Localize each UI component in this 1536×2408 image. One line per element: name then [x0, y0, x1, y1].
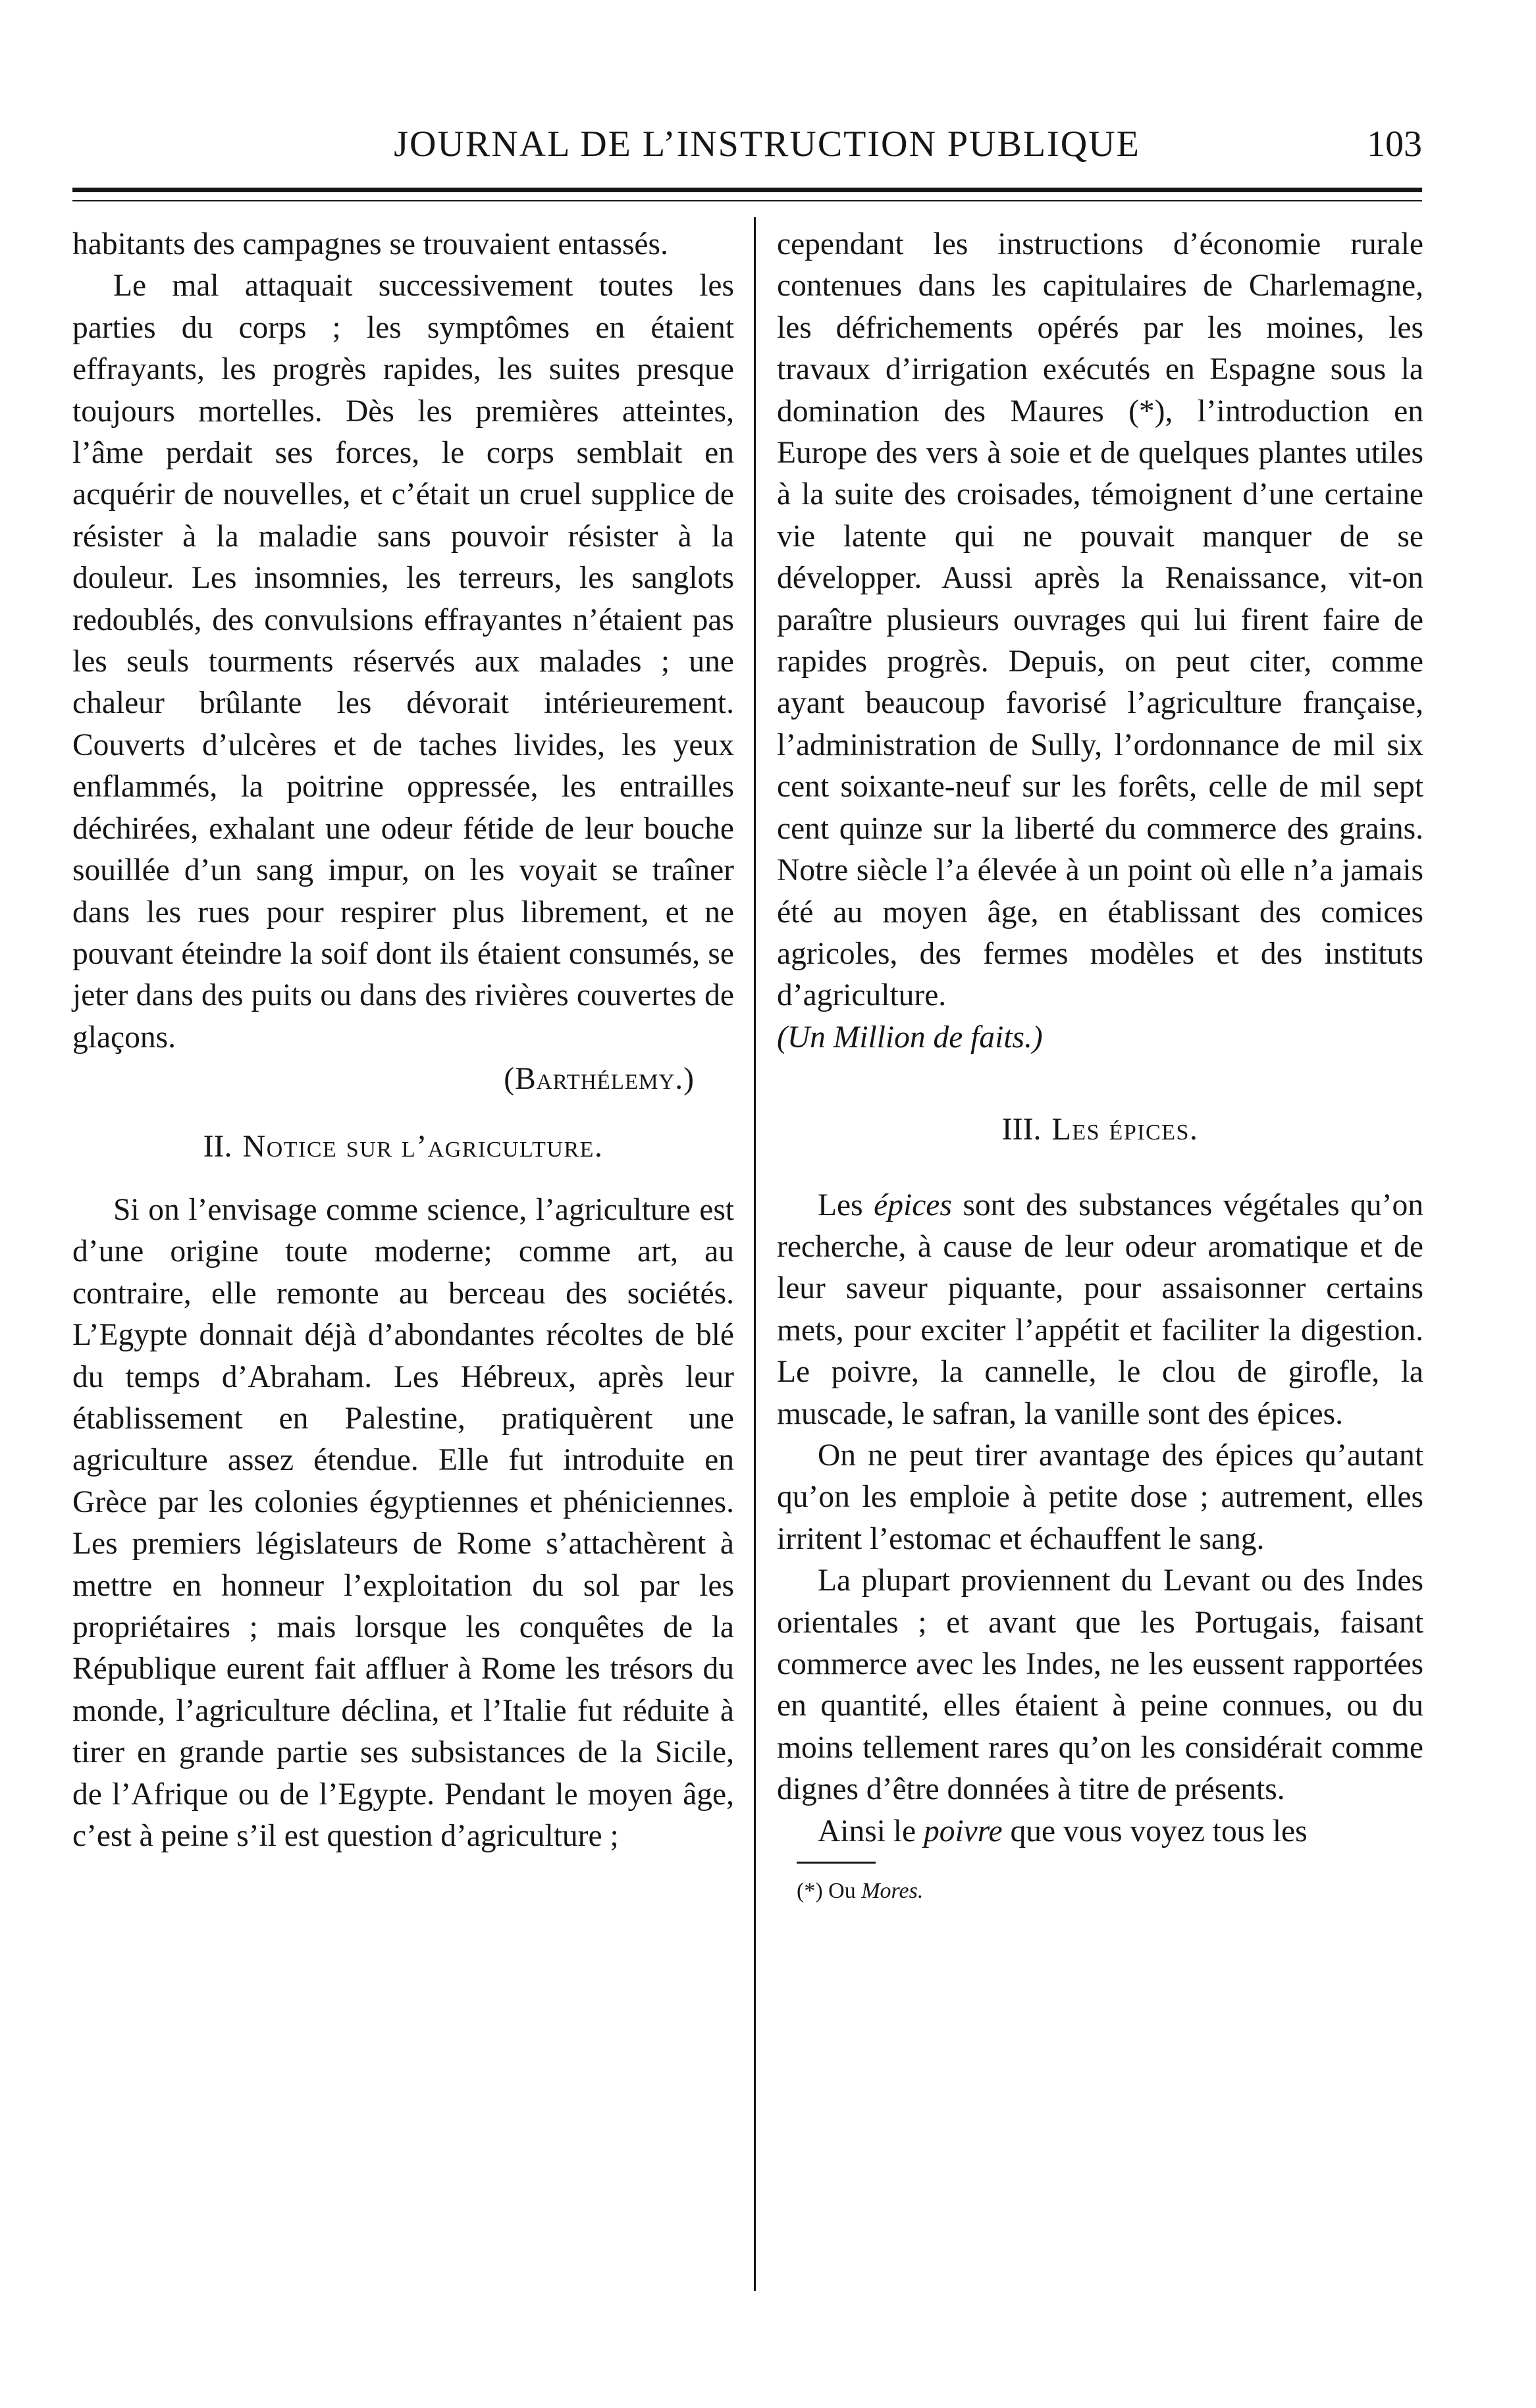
running-title: JOURNAL DE L’INSTRUCTION PUBLIQUE: [394, 124, 1140, 165]
emphasis: Mores.: [861, 1879, 924, 1904]
column-divider: [754, 217, 756, 2291]
text-run: Ainsi le: [818, 1814, 924, 1848]
footnote-mark: (*) Ou: [797, 1879, 862, 1904]
emphasis: poivre: [923, 1814, 1003, 1848]
section-title: Les épices.: [1051, 1112, 1199, 1147]
page-header: [72, 115, 1422, 174]
section-number: III.: [1001, 1112, 1042, 1147]
paragraph: Le mal attaquait successivement toutes les parties du corps ; les symptômes en étaient effrayants, les progrès rapides, les suites presque toujours mortelles. Dès les premières atteintes, l’âme perdait ses forces, le corps semblait en acquérir de nouvelles, et c’était un cruel supplice de résister à la maladie sans pouvoir résister à la douleur. Les insomnies, les terreurs, les sanglots redoublés, des convulsions effrayantes n’étaient pas les seuls tourments réservés aux malades ; une chaleur brûlante les dévorait intérieurement. Couverts d’ulcères et de taches livides, les yeux enflammés, la poitrine oppressée, les entrailles déchirées, exhalant une odeur fétide de leur bouche souillée d’un sang impur, on les voyait se traîner dans les rues pour respirer plus librement, et ne pouvant éteindre la soif dont ils étaient consumés, se jeter dans des puits ou dans des rivières couvertes de glaçons.: [72, 269, 734, 1055]
section-heading-agriculture: [72, 1126, 734, 1167]
header-rule-thick: [72, 188, 1422, 192]
header-rule-thin: [72, 200, 1422, 201]
footnote: [777, 1875, 1423, 1907]
paragraph: On ne peut tirer avantage des épices qu’autant qu’on les emploie à petite dose ; autrement, elles irritent l’estomac et échauffent le sang.: [777, 1438, 1423, 1556]
emphasis: épices: [874, 1188, 952, 1222]
left-column: [72, 224, 734, 1857]
text-run: que vous voyez tous les: [1002, 1814, 1308, 1848]
paragraph: [777, 1811, 1423, 1852]
page-number: 103: [1367, 124, 1422, 165]
attribution: (Barthélemy.): [504, 1062, 695, 1097]
paragraph: Si on l’envisage comme science, l’agriculture est d’une origine toute moderne; comme art, au contraire, elle remonte au berceau des sociétés. L’Egypte donnait déjà d’abondantes récoltes de blé du temps d’Abraham. Les Hébreux, après leur établissement en Palestine, pratiquèrent une agriculture assez étendue. Elle fut introduite en Grèce par les colonies égyptiennes et phéniciennes. Les premiers législateurs de Rome s’attachèrent à mettre en honneur l’exploitation du sol par les propriétaires ; mais lorsque les conquêtes de la République eurent fait affluer à Rome les trésors du monde, l’agriculture déclina, et l’Italie fut réduite à tirer en grande partie ses subsistances de la Sicile, de l’Afrique ou de l’Egypte. Pendant le moyen âge, c’est à peine s’il est question d’agriculture ;: [72, 1192, 734, 1854]
text-run: sont des substances végétales qu’on recherche, à cause de leur odeur aromatique et de leur saveur piquante, pour assaisonner certains mets, pour exciter l’appétit et faciliter la digestion. Le poivre, la cannelle, le clou de girofle, la muscade, le safran, la vanille sont des épices.: [777, 1188, 1423, 1431]
right-column: [777, 224, 1423, 1907]
paragraph: habitants des campagnes se trouvaient entassés.: [72, 227, 668, 261]
attribution-source: (Un Million de faits.): [777, 1020, 1043, 1055]
text-run: Les: [818, 1188, 874, 1222]
section-number: II.: [203, 1128, 232, 1164]
attribution: [777, 1017, 1423, 1059]
footnote-rule: [797, 1862, 876, 1864]
section-heading-epices: [777, 1109, 1423, 1150]
paragraph: [777, 1185, 1423, 1435]
paragraph: La plupart proviennent du Levant ou des Indes orientales ; et avant que les Portugais, faisant commerce avec les Indes, ne les eussent rapportées en quantité, elles étaient à peine connues, ou du moins tellement rares qu’on les considérait comme dignes d’être données à titre de présents.: [777, 1563, 1423, 1807]
section-title: Notice sur l’agriculture.: [242, 1128, 604, 1164]
paragraph: cependant les instructions d’économie rurale contenues dans les capitulaires de Charlemagne, les défrichements opérés par les moines, les travaux d’irrigation exécutés en Espagne sous la domination des Maures (*), l’introduction en Europe des vers à soie et de quelques plantes utiles à la suite des croisades, témoignent d’une certaine vie latente qui ne pouvait manquer de se développer. Aussi après la Renaissance, vit-on paraître plusieurs ouvrages qui lui firent faire de rapides progrès. Depuis, on peut citer, comme ayant beaucoup favorisé l’agriculture française, l’administration de Sully, l’ordonnance de mil six cent soixante-neuf sur les forêts, celle de mil sept cent quinze sur la liberté du commerce des grains. Notre siècle l’a élevée à un point où elle n’a jamais été au moyen âge, en établissant des comices agricoles, des fermes modèles et des instituts d’agriculture.: [777, 227, 1423, 1013]
